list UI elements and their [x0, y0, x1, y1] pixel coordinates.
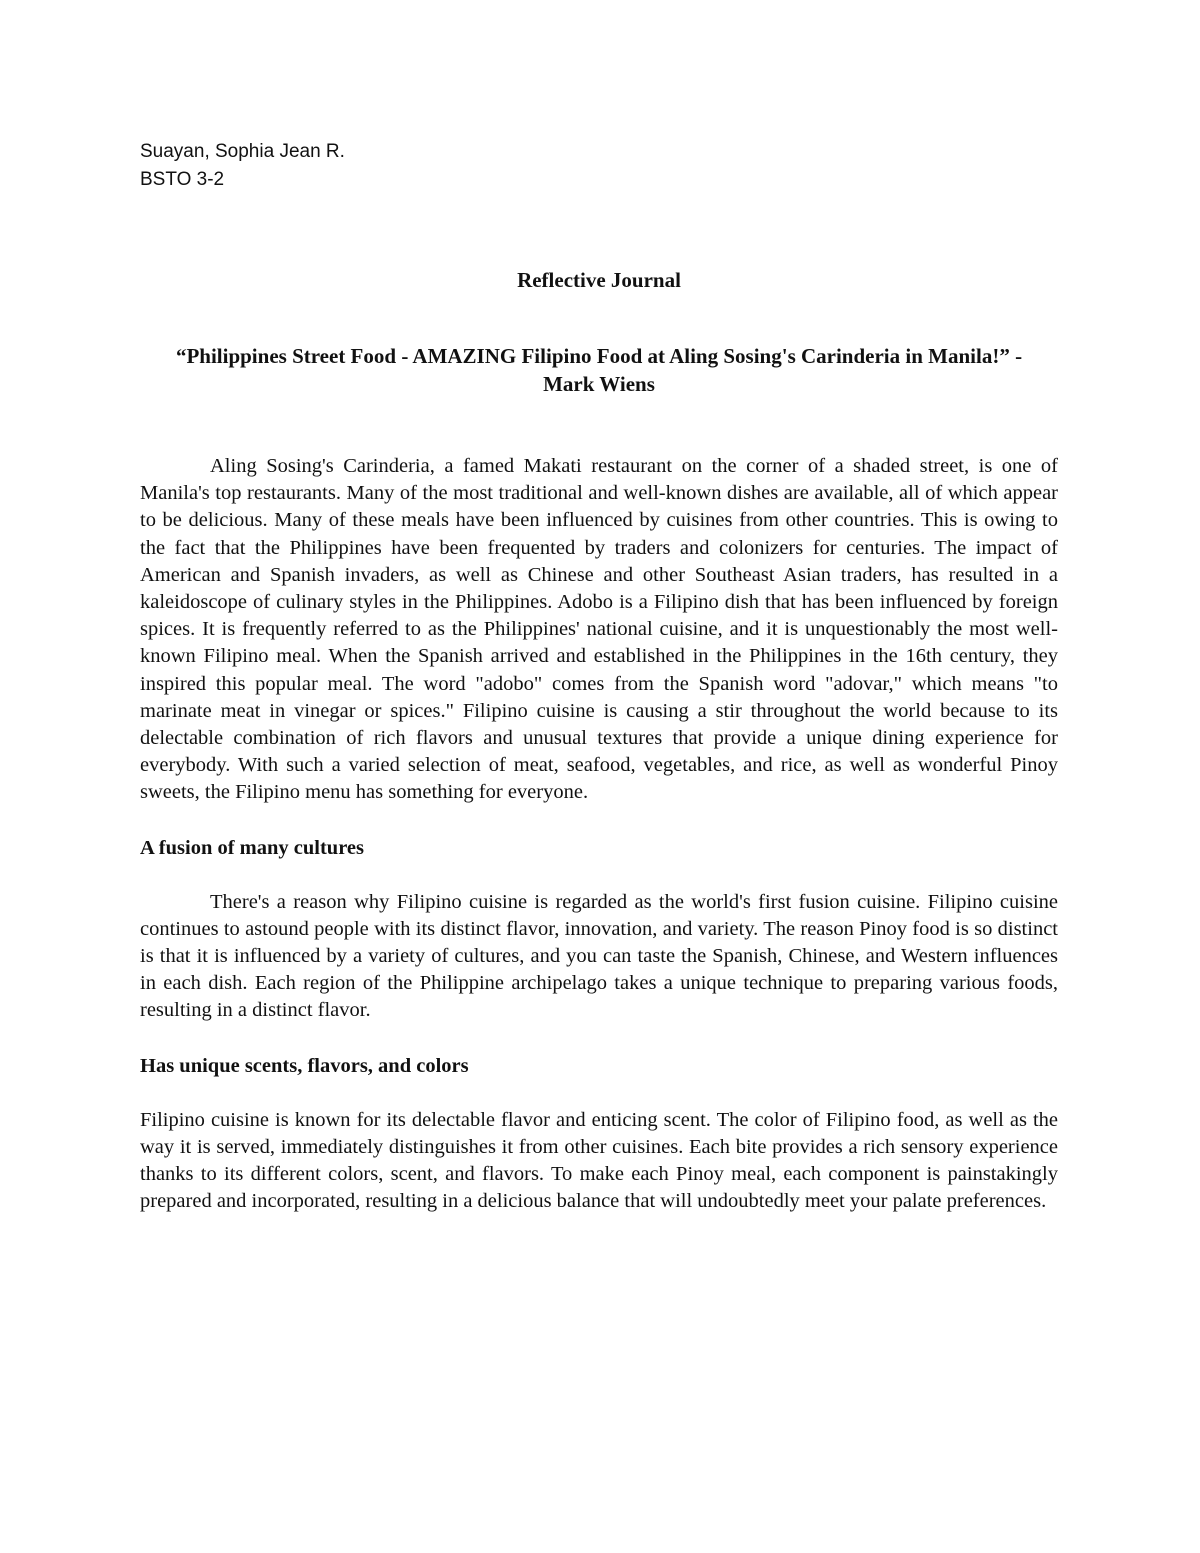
intro-paragraph: Aling Sosing's Carinderia, a famed Makati restaurant on the corner of a shaded street, is one of Manila's top restaurants. Many of the most traditional and well-known dishes are available, all of which appear to be delicious. Many of these meals have been influenced by cuisines from other countries. This is owing to the fact that the Philippines have been frequented by traders and colonizers for centuries. The impact of American and Spanish invaders, as well as Chinese and other Southeast Asian traders, has resulted in a kaleidoscope of culinary styles in the Philippines. Adobo is a Filipino dish that has been influenced by foreign spices. It is frequently referred to as the Philippines' national cuisine, and it is unquestionably the most well-known Filipino meal. When the Spanish arrived and established in the Philippines in the 16th century, they inspired this popular meal. The word "adobo" comes from the Spanish word "adovar," which means "to marinate meat in vinegar or spices." Filipino cuisine is causing a stir throughout the world because to its delectable combination of rich flavors and unusual textures that provide a unique dining experience for everybody. With such a varied selection of meat, seafood, vegetables, and rice, as well as wonderful Pinoy sweets, the Filipino menu has something for everyone.: [140, 455, 1058, 804]
section-heading-unique: Has unique scents, flavors, and colors: [140, 1054, 469, 1077]
class-section: BSTO 3-2: [140, 169, 225, 190]
video-title: “Philippines Street Food - AMAZING Filipino Food at Aling Sosing's Carinderia in Manila!” - Mark Wiens: [175, 344, 1023, 396]
section-heading-fusion: A fusion of many cultures: [140, 836, 365, 859]
author-name: Suayan, Sophia Jean R.: [140, 141, 345, 162]
document-page: [140, 138, 1058, 1215]
document-title: Reflective Journal: [517, 268, 681, 292]
author-block: [140, 138, 1058, 194]
section-body-fusion: There's a reason why Filipino cuisine is regarded as the world's first fusion cuisine. Filipino cuisine continues to astound people with its distinct flavor, innovation, and variety. The reason Pinoy food is so distinct is that it is influenced by a variety of cultures, and you can taste the Spanish, Chinese, and Western influences in each dish. Each region of the Philippine archipelago takes a unique technique to preparing various foods, resulting in a distinct flavor.: [140, 890, 1058, 1022]
section-body-unique: Filipino cuisine is known for its delectable flavor and enticing scent. The color of Filipino food, as well as the way it is served, immediately distinguishes it from other cuisines. Each bite provides a rich sensory experience thanks to its different colors, scent, and flavors. To make each Pinoy meal, each component is painstakingly prepared and incorporated, resulting in a delicious balance that will undoubtedly meet your palate preferences.: [140, 1108, 1058, 1213]
